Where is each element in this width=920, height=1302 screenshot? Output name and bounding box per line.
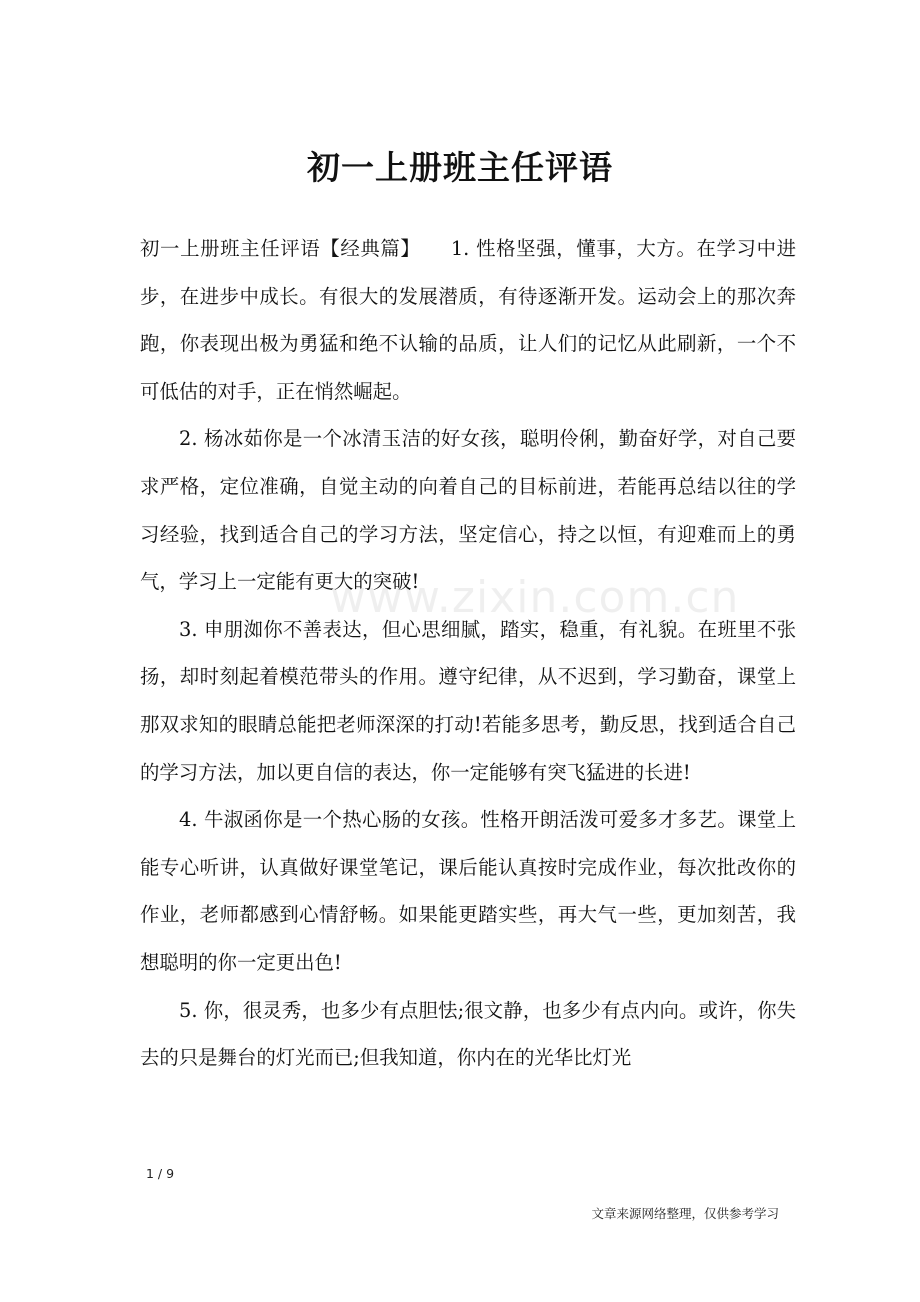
paragraph-1: 初一上册班主任评语【经典篇】 1. 性格坚强，懂事，大方。在学习中进步，在进步中成长。有很大的发展潜质，有待逐渐开发。运动会上的那次奔跑，你表现出极为勇猛和绝不认输的品质，让人们的记忆从此刷新，一个不可低估的对手，正在悄然崛起。: [140, 237, 796, 403]
paragraph-3: 3. 申朋洳你不善表达，但心思细腻，踏实，稳重，有礼貌。在班里不张扬，却时刻起着模范带头的作用。遵守纪律，从不迟到，学习勤奋，课堂上那双求知的眼睛总能把老师深深的打动!若能多思考，勤反思，找到适合自己的学习方法，加以更自信的表达，你一定能够有突飞猛进的长进!: [140, 617, 796, 784]
paragraph-4: 4. 牛淑函你是一个热心肠的女孩。性格开朗活泼可爱多才多艺。课堂上能专心听讲，认真做好课堂笔记，课后能认真按时完成作业，每次批改你的作业，老师都感到心情舒畅。如果能更踏实些，再大气一些，更加刻苦，我想聪明的你一定更出色!: [140, 808, 796, 974]
page-number: 1 / 9: [146, 1166, 175, 1181]
watermark-text: www.zixin.com.cn: [330, 572, 740, 623]
footer-note: 文章来源网络整理，仅供参考学习: [591, 1206, 779, 1221]
paragraph-2: 2. 杨冰茹你是一个冰清玉洁的好女孩，聪明伶俐，勤奋好学，对自己要求严格，定位准确，自觉主动的向着自己的目标前进，若能再总结以往的学习经验，找到适合自己的学习方法，坚定信心，持之以恒，有迎难而上的勇气，学习上一定能有更大的突破!: [140, 427, 796, 594]
page-title: 初一上册班主任评语: [307, 148, 613, 187]
paragraph-5: 5. 你，很灵秀，也多少有点胆怯;很文静，也多少有点内向。或许，你失去的只是舞台的灯光而已;但我知道，你内在的光华比灯光: [140, 998, 796, 1070]
document-body: [140, 225, 796, 1082]
